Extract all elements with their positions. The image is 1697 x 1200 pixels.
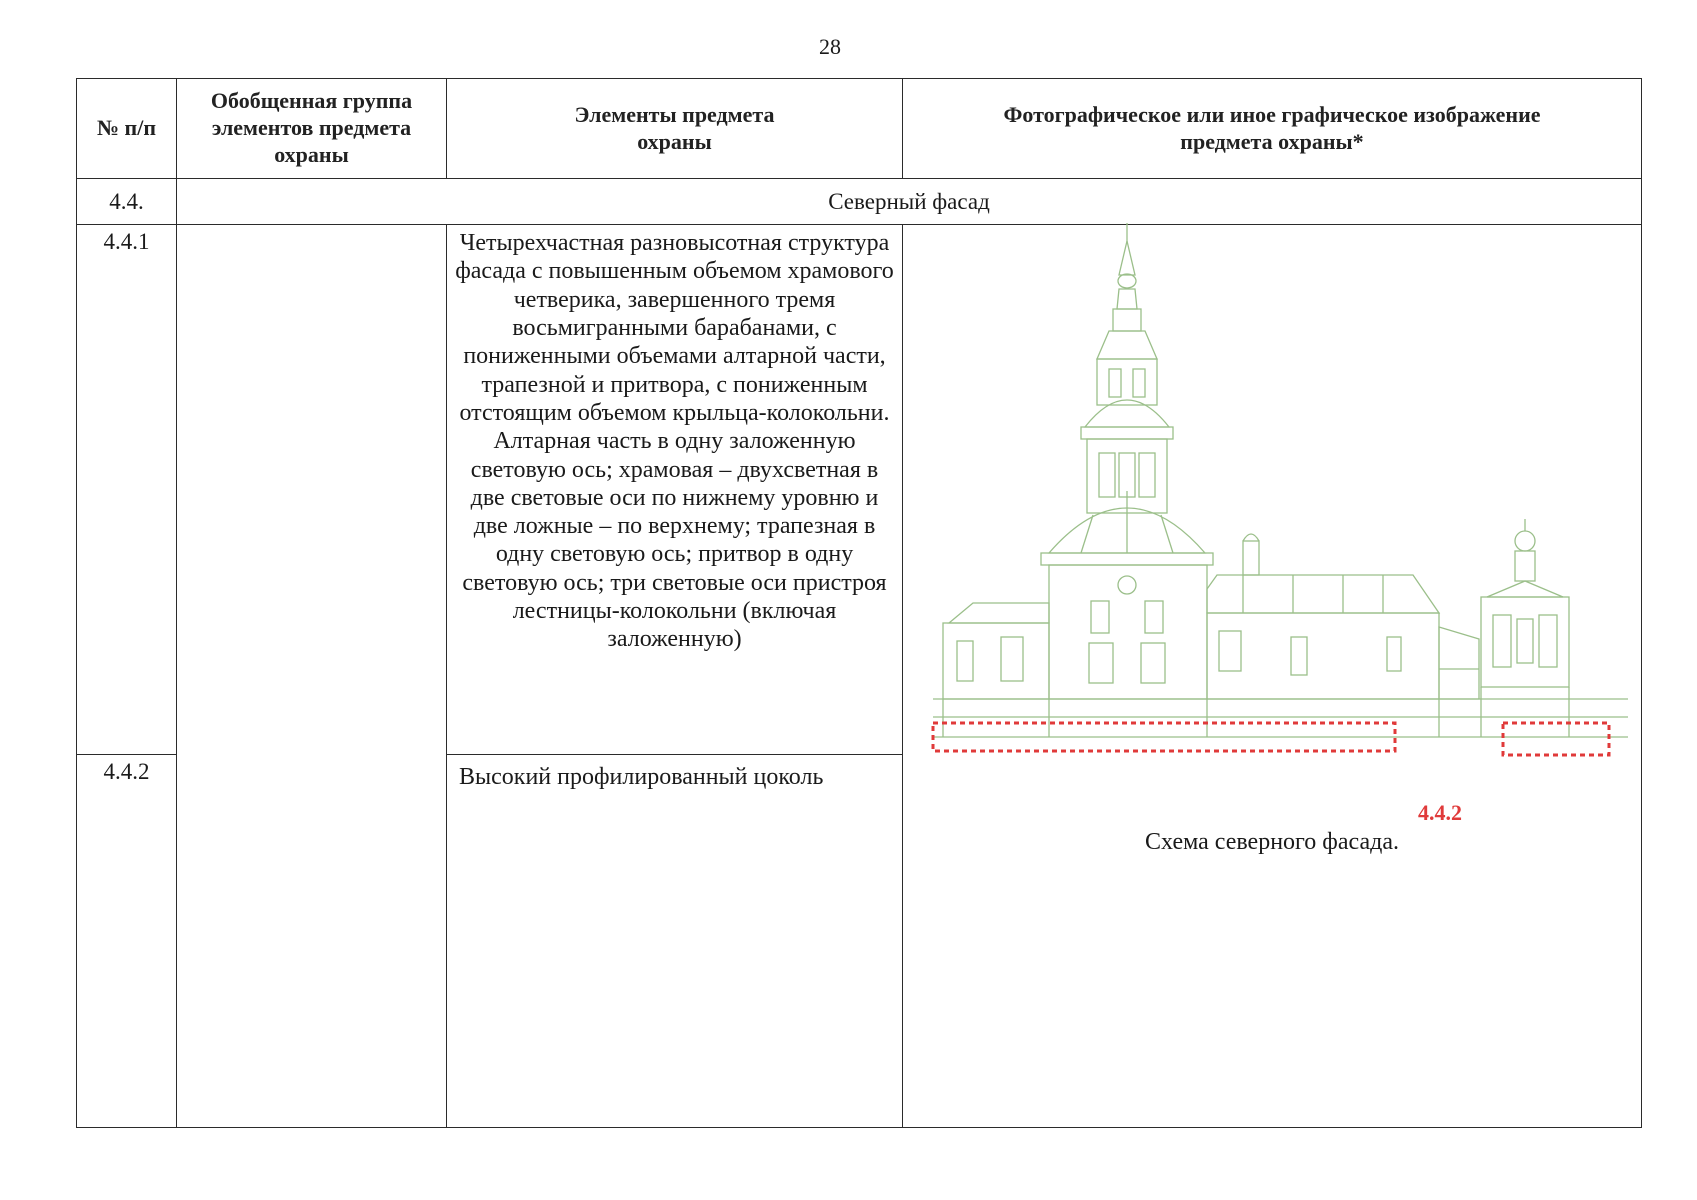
table-row	[77, 225, 1642, 755]
north-facade-drawing	[913, 223, 1633, 813]
header-row	[77, 79, 1642, 179]
row-text: Четырехчастная разновысотная структура фасада с повышенным объемом храмового четверика, завершенного тремя восьмигранными барабанами, с пониженными объемами алтарной части, трапезной и притвора, с пониженным отстоящим объемом крыльца-колокольни. Алтарная часть в одну заложенную световую ось; храмовая – двухсветная в две световые оси по нижнему уровню и две ложные – по верхнему; трапезная в одну световую ось; притвор в одну световую ось; три световые оси пристроя лестницы-колокольни (включая заложенную)	[447, 225, 903, 755]
section-num: 4.4.	[77, 179, 177, 225]
row-num: 4.4.1	[77, 225, 177, 755]
group-cell	[177, 225, 447, 1128]
header-elements: Элементы предмета охраны	[447, 79, 903, 179]
figure-caption: Схема северного фасада.	[1145, 829, 1399, 855]
row-text: Высокий профилированный цоколь	[447, 755, 903, 1128]
header-group: Обобщенная группа элементов предмета охраны	[177, 79, 447, 179]
row-num: 4.4.2	[77, 755, 177, 1128]
header-image: Фотографическое или иное графическое изображение предмета охраны*	[903, 79, 1642, 179]
protection-table	[76, 78, 1642, 1128]
page-number: 28	[819, 34, 841, 59]
section-title: Северный фасад	[177, 179, 1642, 225]
section-row	[77, 179, 1642, 225]
highlight-label: 4.4.2	[1418, 800, 1462, 825]
header-num: № п/п	[77, 79, 177, 179]
image-cell	[903, 225, 1642, 1128]
